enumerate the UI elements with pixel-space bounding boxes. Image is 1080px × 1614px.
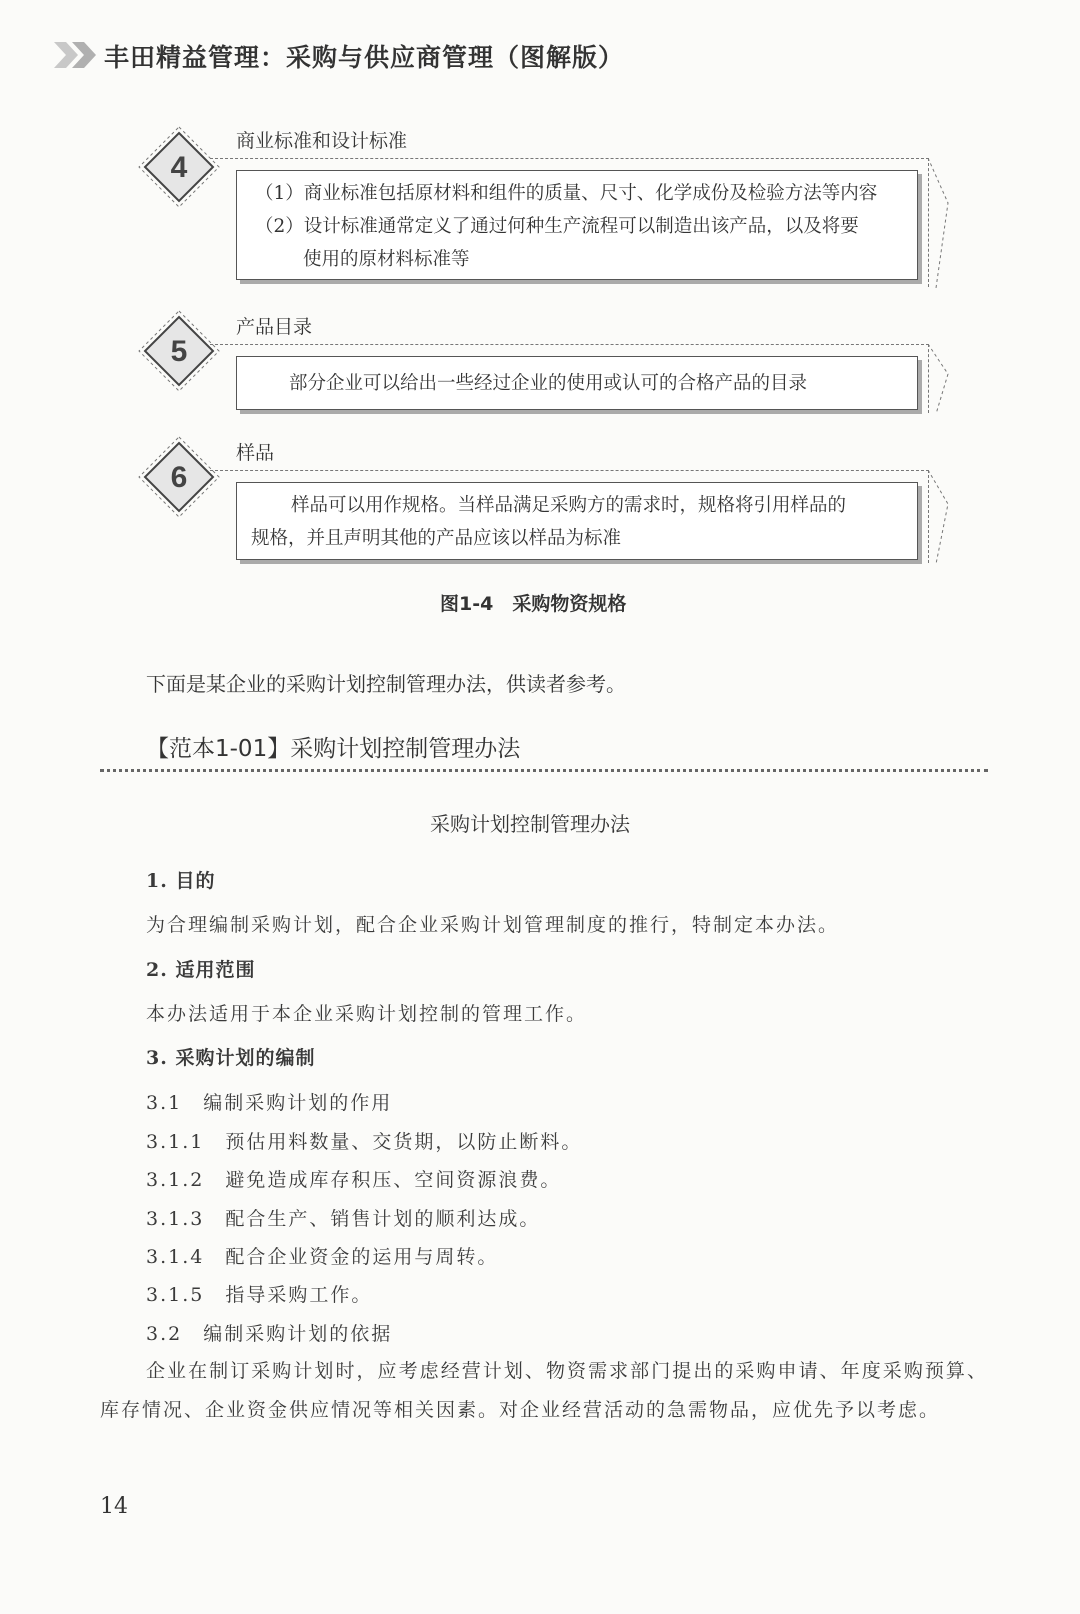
step-5-arrow-icon	[926, 344, 950, 414]
step-6-box	[236, 482, 918, 560]
section-3-heading: 3. 采购计划的编制	[146, 1047, 316, 1069]
sample-label: 【范本1-01】采购计划控制管理办法	[146, 736, 521, 762]
section-2-text: 本办法适用于本企业采购计划控制的管理工作。	[146, 1003, 588, 1025]
subsection-3-1: 3.1 编制采购计划的作用	[146, 1092, 393, 1114]
step-4-box	[236, 170, 918, 280]
section-1-heading: 1. 目的	[146, 870, 216, 892]
item-3-1-1: 3.1.1 预估用料数量、交货期，以防止断料。	[146, 1131, 583, 1153]
page-number: 14	[100, 1494, 128, 1519]
step-5-number: 5	[170, 335, 188, 368]
step-4-line-3: 使用的原材料标准等	[303, 249, 470, 270]
book-title: 丰田精益管理：采购与供应商管理（图解版）	[104, 43, 625, 72]
item-3-1-4: 3.1.4 配合企业资金的运用与周转。	[146, 1246, 499, 1268]
step-4-arrow-icon	[926, 158, 950, 288]
step-5-box	[236, 356, 918, 410]
item-3-1-5: 3.1.5 指导采购工作。	[146, 1284, 373, 1306]
section-1-text: 为合理编制采购计划，配合企业采购计划管理制度的推行，特制定本办法。	[146, 914, 840, 936]
step-6-line-2: 规格，并且声明其他的产品应该以样品为标准	[251, 528, 622, 549]
step-6-number: 6	[170, 461, 188, 494]
step-5-title: 产品目录	[236, 316, 313, 338]
doc-title: 采购计划控制管理办法	[430, 812, 630, 836]
item-3-1-3: 3.1.3 配合生产、销售计划的顺利达成。	[146, 1208, 541, 1230]
figure-caption: 图1-4 采购物资规格	[440, 593, 627, 615]
step-5-line-1: 部分企业可以给出一些经过企业的使用或认可的合格产品的目录	[289, 373, 808, 394]
subsection-3-2: 3.2 编制采购计划的依据	[146, 1323, 393, 1345]
step-4-number: 4	[170, 151, 188, 184]
item-3-1-2: 3.1.2 避免造成库存积压、空间资源浪费。	[146, 1169, 562, 1191]
intro-text: 下面是某企业的采购计划控制管理办法，供读者参考。	[146, 672, 626, 696]
step-6-title: 样品	[236, 442, 275, 464]
dotted-divider	[100, 769, 988, 772]
step-4-line-1: （1）商业标准包括原材料和组件的质量、尺寸、化学成份及检验方法等内容	[255, 183, 878, 204]
header-chevron-icon	[52, 40, 100, 70]
step-4-line-2: （2）设计标准通常定义了通过何种生产流程可以制造出该产品，以及将要	[255, 216, 859, 237]
step-6-line-1: 样品可以用作规格。当样品满足采购方的需求时，规格将引用样品的	[291, 495, 847, 516]
step-4-title: 商业标准和设计标准	[236, 130, 408, 152]
section-2-heading: 2. 适用范围	[146, 959, 256, 981]
step-6-arrow-icon	[926, 470, 950, 564]
basis-paragraph: 企业在制订采购计划时，应考虑经营计划、物资需求部门提出的采购申请、年度采购预算、库存情况、企业资金供应情况等相关因素。对企业经营活动的急需物品，应优先予以考虑。	[100, 1360, 988, 1421]
